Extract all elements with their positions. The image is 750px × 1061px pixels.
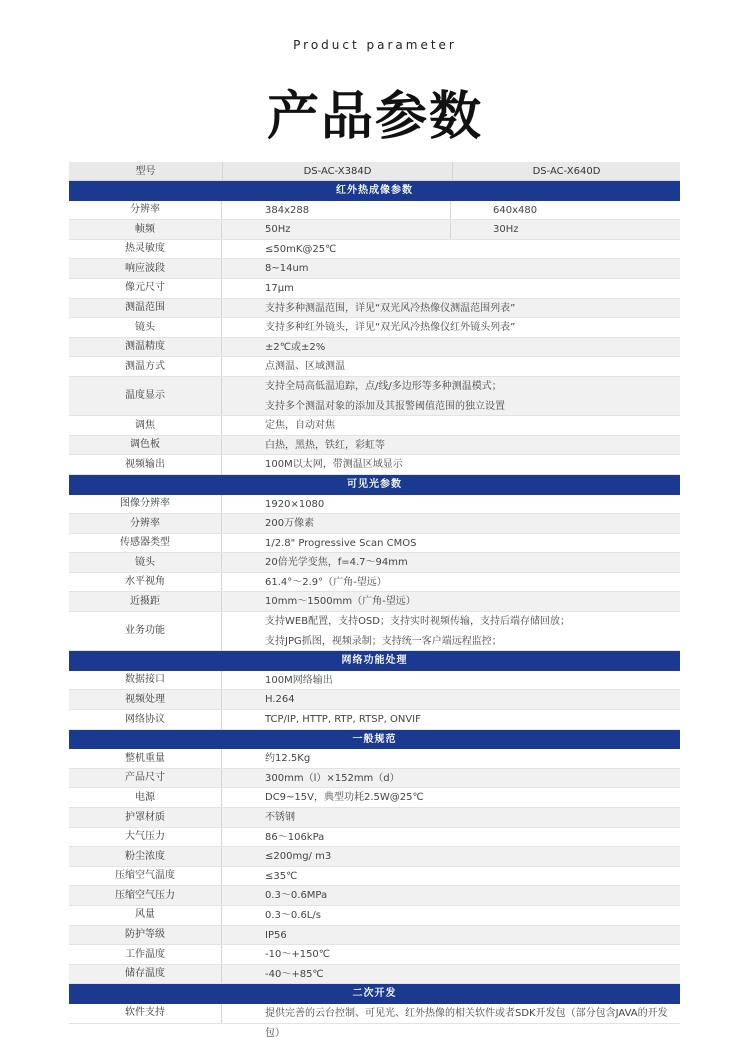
- row-value: [222, 828, 680, 847]
- table-row: [69, 495, 680, 515]
- value-line: TCP/IP, HTTP, RTP, RTSP, ONVIF: [265, 714, 421, 726]
- table-row: [69, 377, 680, 416]
- row-value: [222, 299, 680, 318]
- row-value: [222, 906, 680, 925]
- row-value: [222, 847, 680, 866]
- value-x640d: 30Hz: [493, 224, 519, 236]
- row-value: [222, 455, 680, 474]
- row-label: 视频处理: [69, 690, 222, 709]
- header-model-x640d: DS-AC-X640D: [532, 166, 601, 177]
- table-row: [69, 259, 680, 279]
- table-row: [69, 769, 680, 789]
- header-model-label: 型号: [69, 162, 223, 180]
- value-line: 86～106kPa: [265, 831, 325, 843]
- table-row: [69, 847, 680, 867]
- table-row: [69, 926, 680, 946]
- table-row: [69, 338, 680, 358]
- row-value: [222, 338, 680, 357]
- row-label: 帧频: [69, 220, 222, 239]
- value-line: 约12.5Kg: [265, 753, 311, 765]
- value-line: 100M网络输出: [265, 674, 333, 686]
- row-label: 分辨率: [69, 201, 222, 220]
- table-row: [69, 671, 680, 691]
- table-row: [69, 612, 680, 651]
- table-row: [69, 1004, 680, 1039]
- value-line: 300mm（l）×152mm（d）: [265, 772, 400, 784]
- table-row: [69, 534, 680, 554]
- row-value: [222, 886, 680, 905]
- row-label: 储存温度: [69, 965, 222, 984]
- row-value: [222, 592, 680, 611]
- table-row: [69, 788, 680, 808]
- row-label: 镜头: [69, 318, 222, 337]
- section-header: 二次开发: [69, 984, 680, 1004]
- table-row: [69, 299, 680, 319]
- value-line: 20倍光学变焦，f=4.7～94mm: [265, 557, 408, 569]
- value-line: 提供完善的云台控制、可见光、红外热像的相关软件或者SDK开发包（部分包含JAVA的开发包）: [265, 1007, 668, 1039]
- row-value: [222, 690, 680, 709]
- row-label: 调色板: [69, 436, 222, 455]
- value-line: 支持WEB配置，支持OSD；支持实时视频传输，支持后端存储回放；: [265, 616, 570, 628]
- table-row: [69, 828, 680, 848]
- table-row: [69, 886, 680, 906]
- value-line: 不锈钢: [265, 812, 295, 823]
- value-line: 100M以太网，带测温区域显示: [265, 459, 403, 471]
- row-value: [222, 749, 680, 768]
- row-label: 测温范围: [69, 299, 222, 318]
- row-value: [222, 495, 680, 514]
- row-label: 数据接口: [69, 671, 222, 690]
- row-value: [222, 612, 680, 650]
- row-value: [222, 788, 680, 807]
- value-line: 支持全局高低温追踪，点/线/多边形等多种测温模式；: [265, 380, 502, 392]
- row-label: 镜头: [69, 553, 222, 572]
- page-title: 产品参数: [266, 87, 483, 147]
- row-label: 网络协议: [69, 710, 222, 729]
- section-header: 一般规范: [69, 730, 680, 750]
- section-header: 可见光参数: [69, 475, 680, 495]
- table-row: [69, 965, 680, 985]
- value-line: 61.4°～2.9°（广角-望远）: [265, 576, 387, 588]
- value-line: 8~14um: [265, 263, 309, 275]
- row-label: 测温方式: [69, 357, 222, 376]
- row-label: 压缩空气压力: [69, 886, 222, 905]
- row-label: 响应波段: [69, 259, 222, 278]
- table-header: [69, 162, 680, 181]
- row-value: [222, 514, 680, 533]
- row-value: [222, 553, 680, 572]
- row-label: 电源: [69, 788, 222, 807]
- row-value: [222, 945, 680, 964]
- table-row: [69, 357, 680, 377]
- table-row: [69, 318, 680, 338]
- value-line: -40～+85℃: [265, 968, 324, 980]
- table-row: [69, 710, 680, 730]
- row-value: [222, 416, 680, 435]
- value-line: ≤200mg/ m3: [265, 851, 332, 863]
- table-row: [69, 240, 680, 260]
- section-header: 网络功能处理: [69, 651, 680, 671]
- value-line: 支持JPG抓图，视频录制；支持统一客户端远程监控；: [265, 635, 502, 647]
- row-label: 风量: [69, 906, 222, 925]
- value-line: 点测温、区域测温: [265, 361, 345, 373]
- value-line: 200万像素: [265, 518, 315, 530]
- row-label: 像元尺寸: [69, 279, 222, 298]
- row-value: [222, 259, 680, 278]
- value-line: 17μm: [265, 282, 294, 294]
- value-line: 支持多个测温对象的添加及其报警阈值范围的独立设置: [265, 400, 505, 412]
- row-label: 水平视角: [69, 573, 222, 592]
- value-x640d: 640x480: [493, 204, 538, 216]
- row-label: 调焦: [69, 416, 222, 435]
- value-x384d: 50Hz: [222, 220, 451, 239]
- spec-table: [69, 162, 680, 1039]
- value-line: IP56: [265, 929, 287, 941]
- table-row: [69, 553, 680, 573]
- row-value: [222, 534, 680, 553]
- table-row: [69, 690, 680, 710]
- row-label: 热灵敏度: [69, 240, 222, 259]
- table-row: [69, 945, 680, 965]
- row-value: [222, 1004, 680, 1039]
- value-line: ±2℃或±2%: [265, 341, 326, 353]
- row-value: [222, 808, 680, 827]
- row-label: 整机重量: [69, 749, 222, 768]
- value-x384d: 384x288: [222, 201, 451, 220]
- value-line: 支持多种测温范围，详见“双光风冷热像仪测温范围列表”: [265, 302, 516, 314]
- row-value: [222, 710, 680, 729]
- table-row: [69, 867, 680, 887]
- row-value: [222, 436, 680, 455]
- table-row: [69, 592, 680, 612]
- row-label: 大气压力: [69, 828, 222, 847]
- row-value: [222, 240, 680, 259]
- row-label: 防护等级: [69, 926, 222, 945]
- row-label: 视频输出: [69, 455, 222, 474]
- value-line: 定焦，自动对焦: [265, 420, 335, 432]
- row-value: [222, 769, 680, 788]
- value-line: H.264: [265, 694, 295, 706]
- row-label: 工作温度: [69, 945, 222, 964]
- table-row: [69, 220, 680, 240]
- section-header: 红外热成像参数: [69, 181, 680, 201]
- row-label: 近摄距: [69, 592, 222, 611]
- value-line: 白热，黑热，铁红，彩虹等: [265, 439, 385, 451]
- row-label: 软件支持: [69, 1004, 222, 1023]
- sections-container: [69, 181, 680, 1039]
- row-value: [222, 357, 680, 376]
- table-row: [69, 573, 680, 593]
- row-label: 温度显示: [69, 377, 222, 415]
- row-value: [222, 965, 680, 984]
- row-value: [222, 318, 680, 337]
- table-row: [69, 436, 680, 456]
- table-row: [69, 455, 680, 475]
- row-label: 产品尺寸: [69, 769, 222, 788]
- row-label: 测温精度: [69, 338, 222, 357]
- value-line: 1/2.8" Progressive Scan CMOS: [265, 537, 417, 549]
- row-label: 粉尘浓度: [69, 847, 222, 866]
- value-line: 1920×1080: [265, 498, 325, 510]
- row-value: [222, 867, 680, 886]
- value-line: 支持多种红外镜头，详见“双光风冷热像仪红外镜头列表”: [265, 322, 516, 334]
- row-label: 分辨率: [69, 514, 222, 533]
- value-line: 0.3～0.6MPa: [265, 890, 328, 902]
- row-value: [222, 926, 680, 945]
- row-label: 图像分辨率: [69, 495, 222, 514]
- row-label: 压缩空气温度: [69, 867, 222, 886]
- row-value: [222, 573, 680, 592]
- table-row: [69, 416, 680, 436]
- value-line: ≤35℃: [265, 870, 298, 882]
- value-line: -10～+150℃: [265, 949, 331, 961]
- table-row: [69, 808, 680, 828]
- value-line: ≤50mK@25℃: [265, 243, 337, 255]
- row-label: 护罩材质: [69, 808, 222, 827]
- header-model-x384d: DS-AC-X384D: [223, 162, 453, 180]
- page-subtitle: Product parameter: [293, 38, 457, 52]
- row-label: 业务功能: [69, 612, 222, 650]
- table-row: [69, 749, 680, 769]
- row-value: [222, 671, 680, 690]
- row-value: [222, 377, 680, 415]
- table-row: [69, 279, 680, 299]
- value-line: 10mm～1500mm（广角-望远）: [265, 596, 416, 608]
- row-label: 传感器类型: [69, 534, 222, 553]
- value-line: DC9~15V，典型功耗2.5W@25℃: [265, 792, 424, 804]
- table-row: [69, 514, 680, 534]
- table-row: [69, 906, 680, 926]
- row-value: [222, 279, 680, 298]
- table-row: [69, 201, 680, 221]
- value-line: 0.3～0.6L/s: [265, 909, 321, 921]
